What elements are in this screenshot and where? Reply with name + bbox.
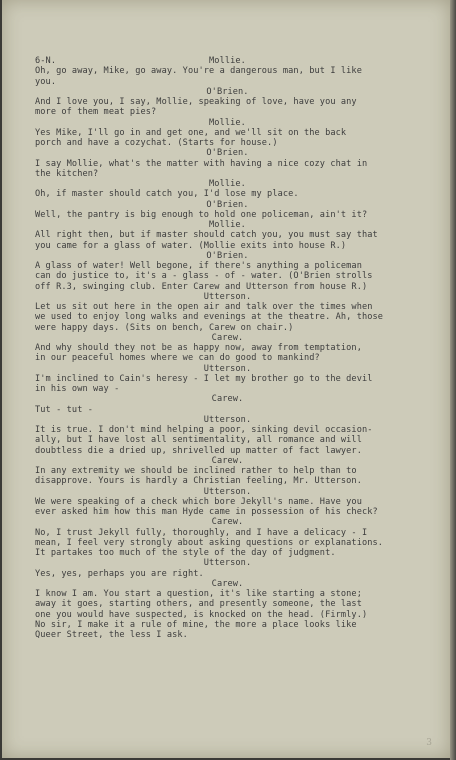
dialogue-line: A glass of water! Well begone, if there's anything a policeman <box>35 261 362 271</box>
dialogue-line: I'm inclined to Cain's heresy - I let my brother go to the devil <box>35 373 373 384</box>
dialogue-line: porch and have a cozychat. (Starts for house.) <box>35 138 278 148</box>
dialogue-line: more of them meat pies? <box>35 107 157 118</box>
dialogue-line: can do justice to, it's a - glass - of - water. (O'Brien strolls <box>35 271 373 282</box>
dialogue-line: And I love you, I say, Mollie, speaking of love, have you any <box>35 97 357 107</box>
speaker-name: Mollie. <box>209 220 246 230</box>
dialogue-line: doubtless die a dried up, shrivelled up matter of fact lawyer. <box>35 445 362 456</box>
script-body <box>35 56 420 640</box>
speaker-name: Utterson. <box>203 363 252 374</box>
dialogue-line: Yes Mike, I'll go in and get one, and we'll sit on the back <box>35 127 347 138</box>
dialogue-line: Well, the pantry is big enough to hold one policeman, ain't it? <box>35 209 368 220</box>
speaker-name: Mollie. <box>209 56 246 66</box>
dialogue-line: All right then, but if master should catch you, you must say that <box>35 230 378 241</box>
dialogue-line: the kitchen? <box>35 168 99 179</box>
dialogue-line: were happy days. (Sits on bench, Carew on chair.) <box>35 322 294 333</box>
page-number: 3 <box>426 738 432 748</box>
speaker-name: Carew. <box>211 517 244 528</box>
speaker-name: O'Brien. <box>206 199 249 210</box>
dialogue-line: We were speaking of a check which bore Jekyll's name. Have you <box>35 496 362 507</box>
typescript-page <box>2 0 450 758</box>
dialogue-line: off R.3, swinging club. Enter Carew and Utterson from house R.) <box>35 281 368 292</box>
dialogue-line: disapprove. Yours is hardly a Christian feeling, Mr. Utterson. <box>35 476 362 487</box>
dialogue-line: Tut - tut - <box>35 404 94 415</box>
dialogue-line: ever asked him how this man Hyde came in possession of his check? <box>35 507 378 517</box>
dialogue-line: mean, I feel very strongly about asking questions or explanations. <box>35 537 384 548</box>
speaker-name: O'Brien. <box>206 86 249 97</box>
dialogue-line: Let us sit out here in the open air and talk over the times when <box>35 302 373 312</box>
dialogue-line: No sir, I make it a rule of mine, the more a place looks like <box>35 619 357 630</box>
speaker-name: Utterson. <box>203 291 252 302</box>
speaker-name: Mollie. <box>209 179 246 189</box>
speaker-name: Carew. <box>211 332 244 343</box>
dialogue-line: It partakes too much of the style of the day of judgment. <box>35 548 336 558</box>
dialogue-line: No, I trust Jekyll fully, thoroughly, and I have a delicacy - I <box>35 527 368 538</box>
dialogue-line: And why should they not be as happy now, away from temptation, <box>35 343 362 353</box>
dialogue-line: you came for a glass of water. (Mollie exits into house R.) <box>35 240 347 251</box>
dialogue-line: I say Mollie, what's the matter with having a nice cozy chat in <box>35 158 368 169</box>
dialogue-line: one you would have suspected, is knocked on the head. (Firmly.) <box>35 609 368 620</box>
dialogue-line: Oh, go away, Mike, go away. You're a dangerous man, but I like <box>35 66 362 77</box>
dialogue-line: Yes, yes, perhaps you are right. <box>35 568 204 579</box>
dialogue-line: you. <box>35 76 57 87</box>
dialogue-line: in his own way - <box>35 384 120 394</box>
speaker-name: O'Brien. <box>206 148 249 159</box>
dialogue-line: Oh, if master should catch you, I'd lose my place. <box>35 189 299 200</box>
speaker-name: Utterson. <box>203 414 252 425</box>
dialogue-line: It is true. I don't mind helping a poor, sinking devil occasion- <box>35 425 373 435</box>
speaker-name: Utterson. <box>203 486 252 497</box>
dialogue-line: away it goes, starting others, and presently someone, the last <box>35 599 362 610</box>
dialogue-line: in our peaceful homes where we can do good to mankind? <box>35 353 320 364</box>
speaker-name: Carew. <box>211 578 244 589</box>
dialogue-line: ally, but I have lost all sentimentality, all romance and will <box>35 435 362 446</box>
speaker-name: O'Brien. <box>206 250 249 261</box>
dialogue-line: In any extremity we should be inclined rather to help than to <box>35 466 357 476</box>
dialogue-line: we used to enjoy long walks and evenings at the theatre. Ah, those <box>35 312 384 323</box>
speaker-name: Mollie. <box>209 117 246 128</box>
page-edge-shadow <box>450 0 456 760</box>
page-label: 6-N. <box>35 56 57 66</box>
speaker-name: Carew. <box>211 455 244 466</box>
dialogue-line: Queer Street, the less I ask. <box>35 630 188 640</box>
speaker-name: Carew. <box>211 394 244 405</box>
speaker-name: Utterson. <box>203 558 252 569</box>
dialogue-line: I know I am. You start a question, it's like starting a stone; <box>35 589 362 599</box>
